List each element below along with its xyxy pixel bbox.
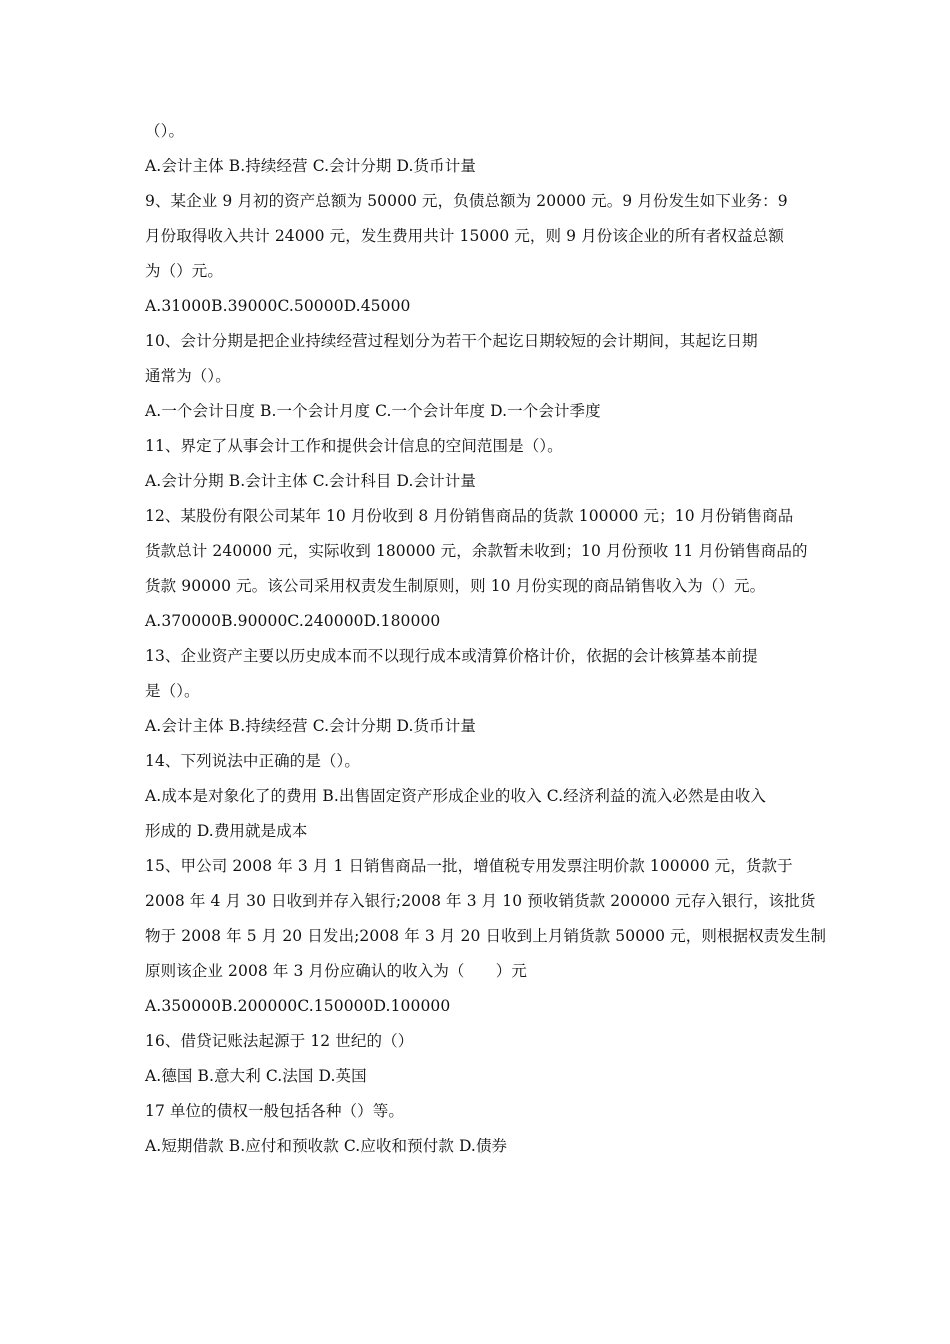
answer-options-line: A.370000B.90000C.240000D.180000 xyxy=(145,612,441,630)
answer-options-line: A.350000B.200000C.150000D.100000 xyxy=(145,997,451,1015)
question-text-line: 货款 90000 元。该公司采用权责发生制原则，则 10 月份实现的商品销售收入为（）元。 xyxy=(145,577,766,595)
question-list xyxy=(145,122,827,1172)
question-text-line: 为（）元。 xyxy=(145,262,224,280)
question-text-line: 通常为（）。 xyxy=(145,367,231,385)
question-text-line: 10、会计分期是把企业持续经营过程划分为若干个起讫日期较短的会计期间，其起讫日期 xyxy=(145,332,758,350)
question-text-line: 13、企业资产主要以历史成本而不以现行成本或清算价格计价，依据的会计核算基本前提 xyxy=(145,647,758,665)
question-text-line: 12、某股份有限公司某年 10 月份收到 8 月份销售商品的货款 100000 元；10 月份销售商品 xyxy=(145,507,794,525)
question-text-line: 11、界定了从事会计工作和提供会计信息的空间范围是（）。 xyxy=(145,437,563,455)
answer-options-line: A.31000B.39000C.50000D.45000 xyxy=(145,297,411,315)
question-text-line: 2008 年 4 月 30 日收到并存入银行;2008 年 3 月 10 预收销货款 200000 元存入银行，该批货 xyxy=(145,892,816,910)
question-text-line: 货款总计 240000 元，实际收到 180000 元，余款暂未收到；10 月份预收 11 月份销售商品的 xyxy=(145,542,808,560)
answer-options-line: A.短期借款 B.应付和预收款 C.应收和预付款 D.债券 xyxy=(145,1137,508,1155)
answer-options-line: A.德国 B.意大利 C.法国 D.英国 xyxy=(145,1067,367,1085)
question-text-line: 14、下列说法中正确的是（）。 xyxy=(145,752,360,770)
question-text-line: （）。 xyxy=(145,122,185,140)
question-text-line: 15、甲公司 2008 年 3 月 1 日销售商品一批，增值税专用发票注明价款 100000 元，货款于 xyxy=(145,857,793,875)
question-text-line: 9、某企业 9 月初的资产总额为 50000 元，负债总额为 20000 元。9 月份发生如下业务：9 xyxy=(145,192,788,210)
question-text-line: 16、借贷记账法起源于 12 世纪的（） xyxy=(145,1032,414,1050)
answer-options-line: A.会计主体 B.持续经营 C.会计分期 D.货币计量 xyxy=(145,157,476,175)
answer-options-line: A.成本是对象化了的费用 B.出售固定资产形成企业的收入 C.经济利益的流入必然是由收入 xyxy=(145,787,766,805)
question-text-line: 是（）。 xyxy=(145,682,200,700)
answer-options-line: A.会计主体 B.持续经营 C.会计分期 D.货币计量 xyxy=(145,717,476,735)
answer-options-line: A.一个会计日度 B.一个会计月度 C.一个会计年度 D.一个会计季度 xyxy=(145,402,601,420)
question-text-line: 原则该企业 2008 年 3 月份应确认的收入为（ ）元 xyxy=(145,962,527,980)
question-text-line: 月份取得收入共计 24000 元，发生费用共计 15000 元，则 9 月份该企业的所有者权益总额 xyxy=(145,227,784,245)
answer-options-line: 形成的 D.费用就是成本 xyxy=(145,822,308,840)
answer-options-line: A.会计分期 B.会计主体 C.会计科目 D.会计计量 xyxy=(145,472,476,490)
question-text-line: 17 单位的债权一般包括各种（）等。 xyxy=(145,1102,404,1120)
question-text-line: 物于 2008 年 5 月 20 日发出;2008 年 3 月 20 日收到上月销货款 50000 元，则根据权责发生制 xyxy=(145,927,827,945)
